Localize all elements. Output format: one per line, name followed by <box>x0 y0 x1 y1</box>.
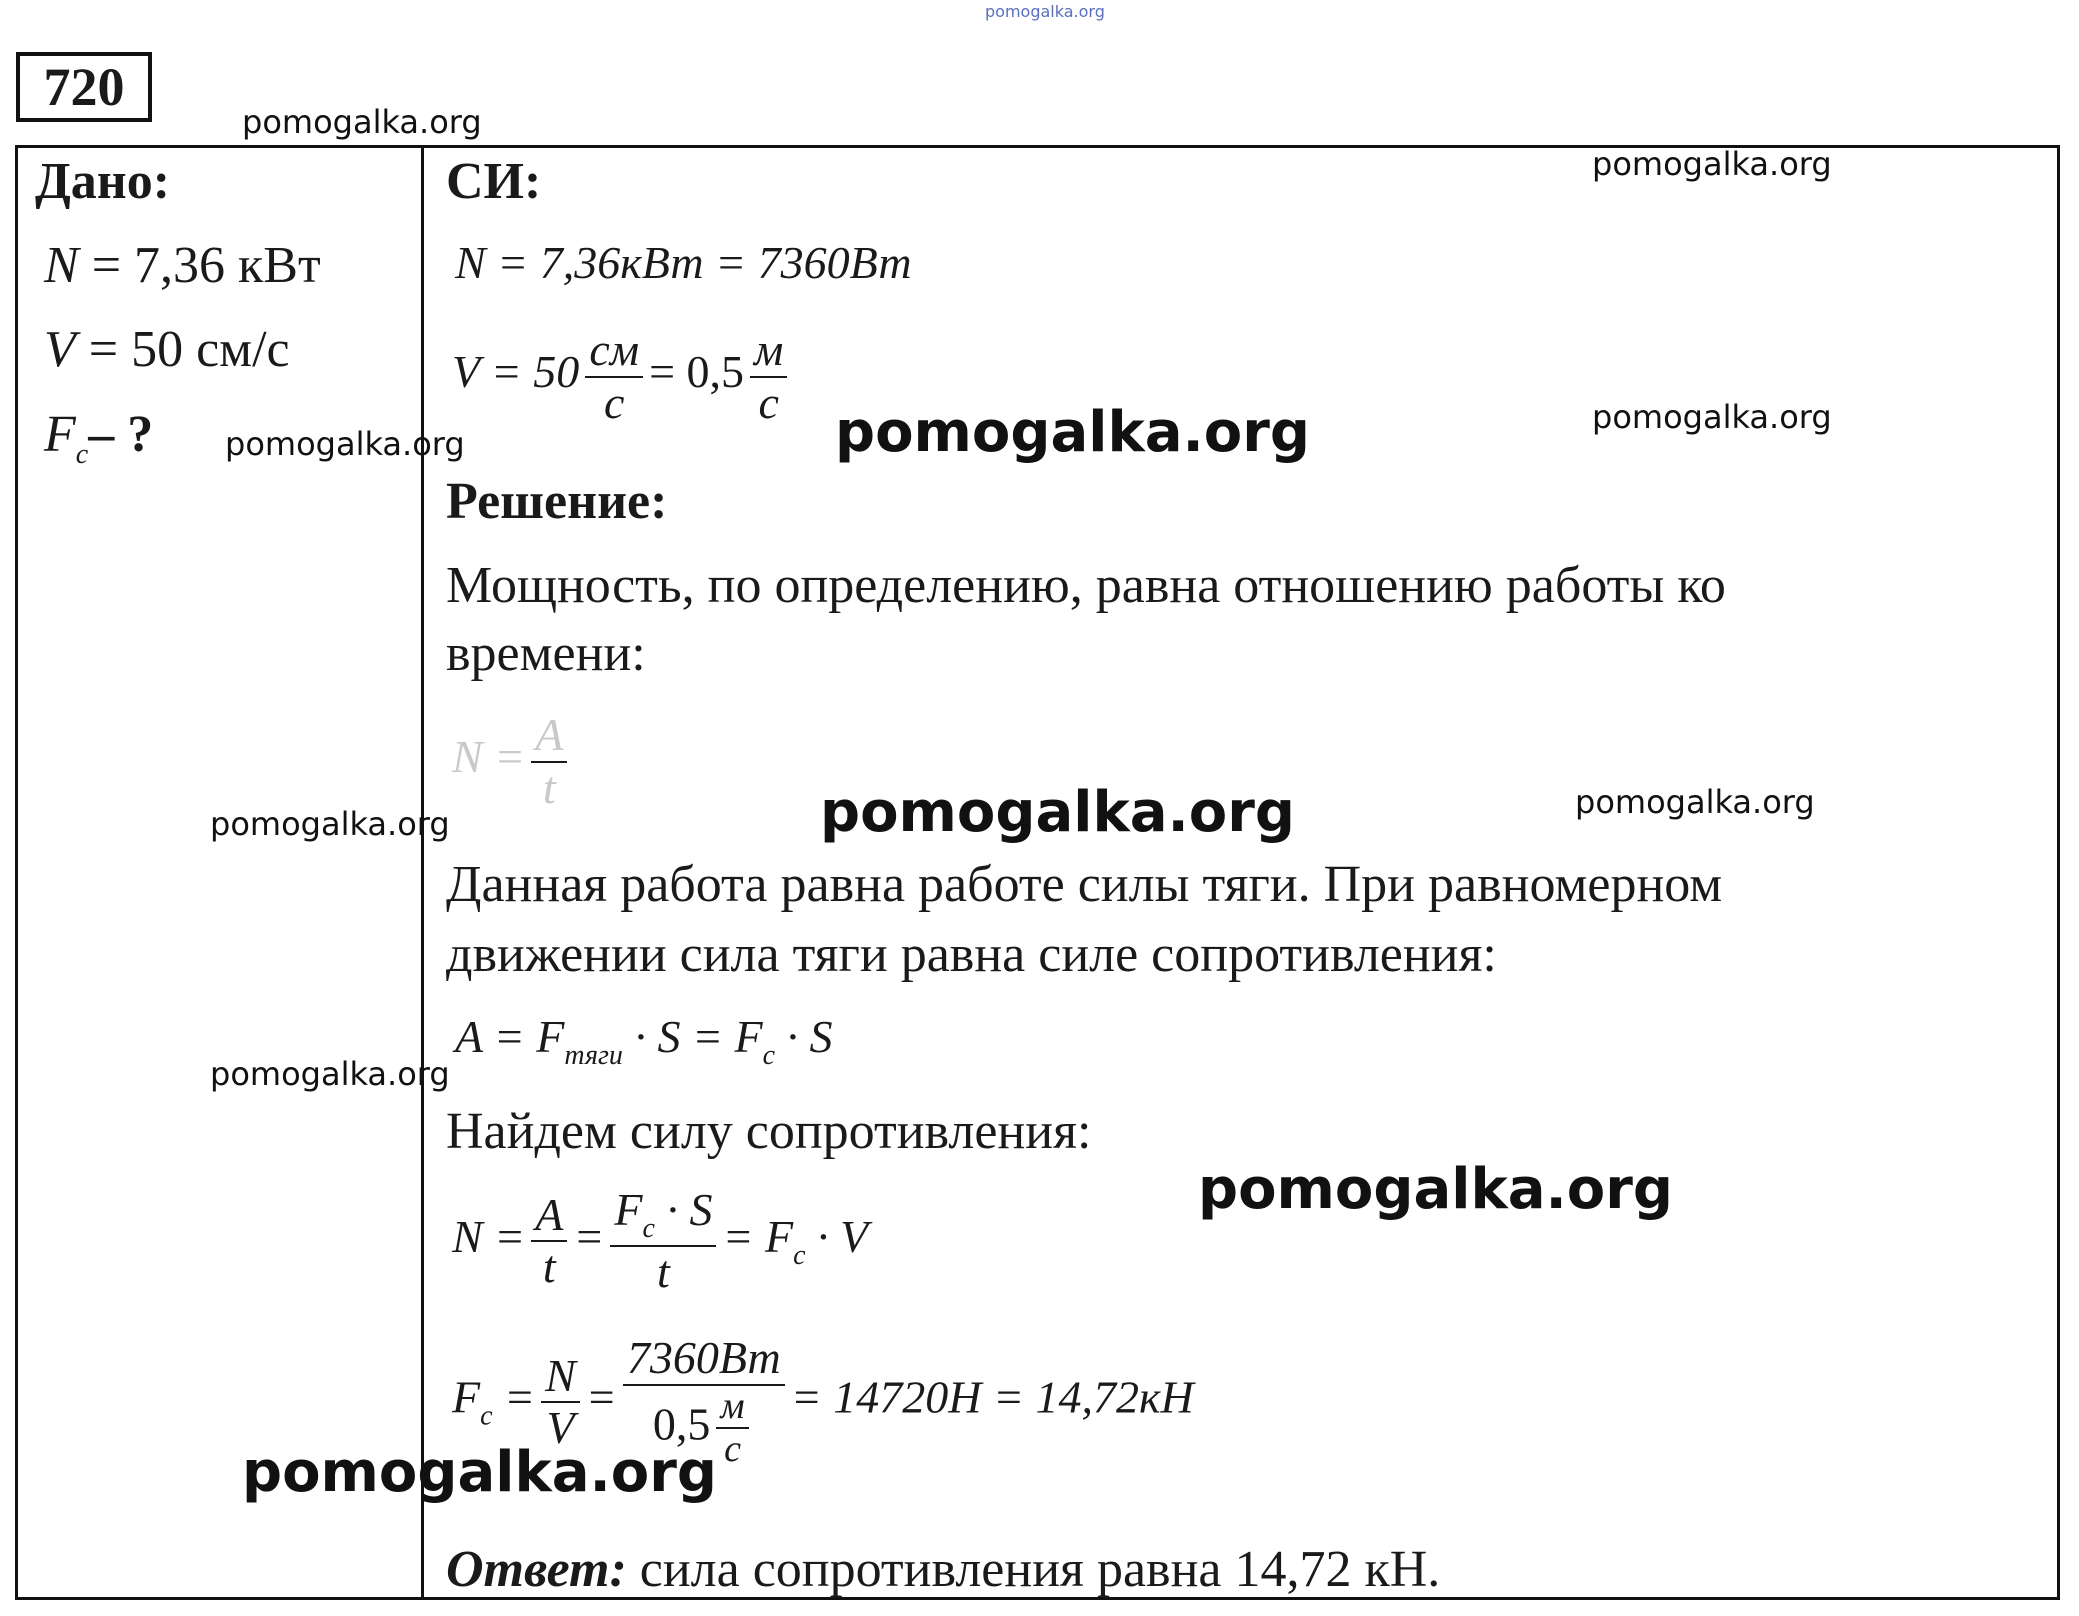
f4-frac1 <box>541 1351 580 1454</box>
f3-left: N = <box>452 1210 526 1262</box>
f3-frac1 <box>531 1190 567 1293</box>
power-value: = 7,36 кВт <box>78 237 321 294</box>
force-symbol: F <box>44 406 76 463</box>
watermark: pomogalka.org <box>835 400 1310 465</box>
watermark: pomogalka.org <box>242 1440 717 1505</box>
si-speed-line <box>452 325 793 428</box>
answer-line <box>446 1540 1440 1599</box>
solution-text-3: Данная работа равна работе силы тяги. При равномерном <box>446 856 1723 913</box>
f4-eq2: = <box>585 1371 617 1423</box>
f4-den2-den: с <box>724 1428 741 1471</box>
f2-b: · S = F <box>634 1011 763 1062</box>
problem-number: 720 <box>16 52 152 122</box>
f4-left-sub: c <box>480 1400 493 1432</box>
si-speed-mid: = 0,5 <box>649 346 745 398</box>
watermark: pomogalka.org <box>1575 783 1815 821</box>
f3-right-sub: c <box>793 1239 806 1271</box>
f3-frac2 <box>610 1185 716 1297</box>
f3-right-b: · V <box>817 1210 869 1262</box>
force-subscript: c <box>75 439 89 470</box>
f4-num1: N <box>541 1351 580 1404</box>
si-speed-frac1-num: см <box>585 325 643 378</box>
formula-work <box>455 1010 833 1072</box>
f4-den2-num: м <box>716 1386 748 1430</box>
given-power <box>44 236 321 295</box>
given-title: Дано: <box>35 153 171 210</box>
si-speed-frac2-num: м <box>750 325 787 378</box>
f4-den2-a: 0,5 <box>652 1397 711 1449</box>
si-power-line: N = 7,36кВт = 7360Вт <box>455 237 912 288</box>
f3-num2 <box>610 1185 716 1247</box>
watermark-top: pomogalka.org <box>985 2 1105 21</box>
watermark: pomogalka.org <box>1198 1157 1673 1222</box>
si-speed-left: V = 50 <box>452 346 580 398</box>
f1-left: N = <box>452 731 526 783</box>
si-speed-frac2-den: с <box>758 376 779 428</box>
answer-label: Ответ: <box>446 1541 627 1598</box>
f3-right: = F <box>722 1210 794 1262</box>
si-speed-frac1 <box>585 325 643 428</box>
f3-eq: = <box>573 1210 605 1262</box>
si-title: СИ: <box>446 153 542 210</box>
si-speed-frac2 <box>750 325 787 428</box>
given-speed <box>44 320 290 379</box>
si-speed-frac1-den: с <box>603 376 625 428</box>
f3-den2: t <box>657 1245 670 1297</box>
power-symbol: N <box>44 237 79 294</box>
f3-num2-a: F <box>614 1184 643 1235</box>
speed-value: = 50 см/с <box>75 321 290 378</box>
f4-den2-frac <box>716 1386 748 1472</box>
force-question: – ? <box>88 406 154 463</box>
solution-text-1: Мощность, по определению, равна отношению работы ко <box>446 557 1726 614</box>
f2-sub2: c <box>762 1040 776 1071</box>
watermark: pomogalka.org <box>820 780 1295 845</box>
f4-eq: = <box>504 1371 536 1423</box>
watermark: pomogalka.org <box>242 103 482 141</box>
solution-text-4: движении сила тяги равна силе сопротивления: <box>446 926 1497 983</box>
f1-frac <box>531 710 567 813</box>
solution-text-5: Найдем силу сопротивления: <box>446 1103 1092 1160</box>
solution-title: Решение: <box>446 473 668 530</box>
f3-num2-b: · S <box>666 1184 713 1235</box>
watermark: pomogalka.org <box>1592 145 1832 183</box>
f4-right: = 14720Н = 14,72кН <box>790 1371 1194 1423</box>
watermark: pomogalka.org <box>1592 398 1832 436</box>
column-divider <box>421 145 424 1600</box>
f2-sub1: тяги <box>564 1040 623 1071</box>
f2-c: · S <box>786 1011 833 1062</box>
watermark: pomogalka.org <box>210 805 450 843</box>
f4-num2: 7360Вт <box>623 1333 785 1386</box>
formula-power-definition <box>452 710 573 813</box>
solution-text-2: времени: <box>446 625 646 682</box>
f3-num1: A <box>531 1190 567 1243</box>
f3-num2-sub: c <box>642 1213 655 1244</box>
f1-den: t <box>542 761 556 813</box>
given-unknown <box>44 405 153 471</box>
f1-num: A <box>531 710 567 763</box>
watermark: pomogalka.org <box>210 1055 450 1093</box>
f3-den1: t <box>542 1241 556 1293</box>
watermark: pomogalka.org <box>225 425 465 463</box>
formula-resistance-derivation <box>452 1185 868 1297</box>
answer-text: сила сопротивления равна 14,72 кН. <box>626 1541 1441 1598</box>
f2-a: A = F <box>455 1011 565 1062</box>
f4-den1: V <box>546 1402 575 1454</box>
f4-left: F <box>452 1371 481 1423</box>
speed-symbol: V <box>44 321 76 378</box>
